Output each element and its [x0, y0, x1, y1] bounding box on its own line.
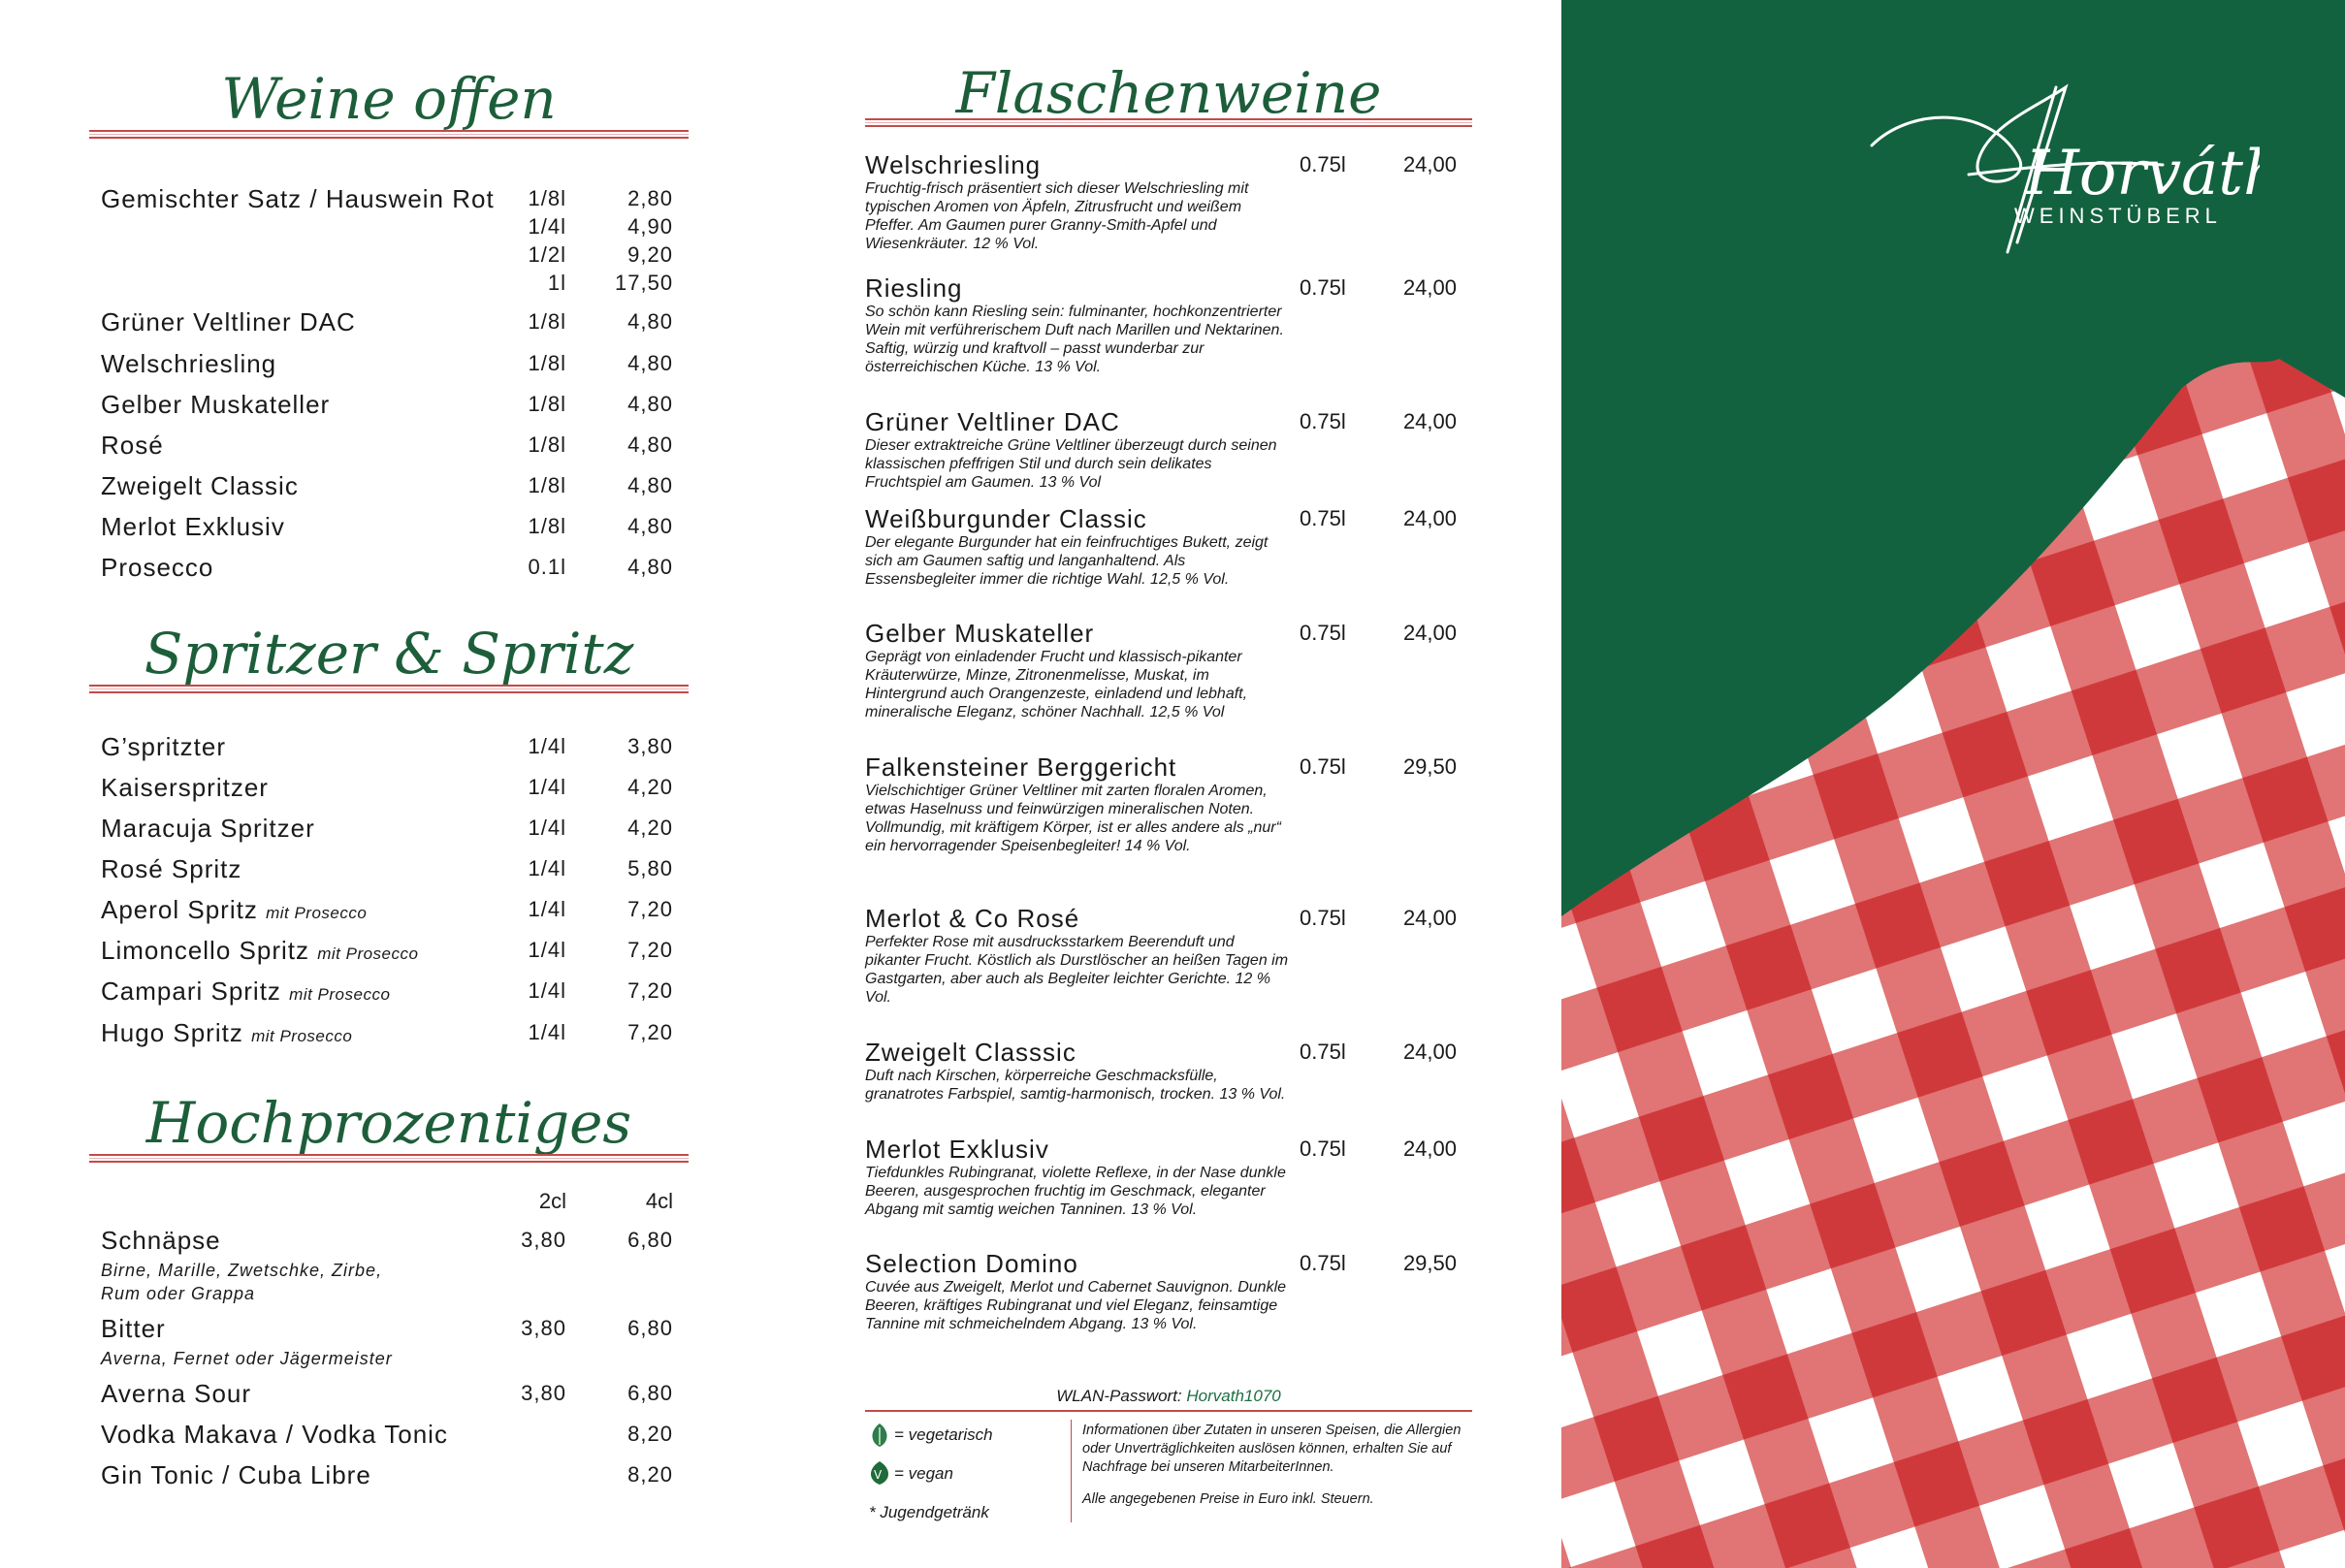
wine-name: Welschriesling [865, 150, 1042, 179]
item-size: 1/8l [528, 514, 566, 538]
item-note: mit Prosecco [251, 1027, 353, 1045]
wine-price: 24,00 [1402, 1040, 1457, 1064]
item-name [101, 854, 241, 884]
price-info: Alle angegebenen Preise in Euro inkl. Steuern. [1082, 1491, 1374, 1507]
item-name [101, 976, 390, 1007]
vegetarian-leaf-icon [869, 1422, 890, 1449]
item-price: 7,20 [627, 897, 673, 921]
item-name: Gemischter Satz / Hauswein Rot [101, 184, 495, 213]
item-price: 4,20 [627, 816, 673, 840]
vegan-leaf-icon [867, 1459, 892, 1487]
item-price: 4,80 [627, 351, 673, 375]
item-name [101, 732, 226, 762]
divider [89, 130, 689, 139]
price-4cl: 6,80 [627, 1228, 673, 1252]
wine-price: 24,00 [1402, 275, 1457, 300]
item-size: 1/8l [528, 392, 566, 416]
item-label: Aperol Spritz [101, 895, 258, 924]
item-name: Merlot Exklusiv [101, 512, 285, 541]
wine-price: 24,00 [1402, 906, 1457, 930]
item-size: 1/4l [528, 775, 566, 799]
item-name: Schnäpse [101, 1226, 221, 1255]
legend-youth-drink: * Jugendgetränk [869, 1503, 989, 1521]
wlan-info [865, 1387, 1472, 1406]
item-name: Prosecco [101, 553, 214, 582]
item-price: 4,90 [627, 214, 673, 239]
section-title-hochprozentiges: Hochprozentiges [145, 1090, 632, 1156]
item-label: Hugo Spritz [101, 1018, 243, 1047]
column-header-2cl: 2cl [538, 1189, 566, 1213]
item-note: mit Prosecco [317, 944, 419, 963]
legend-vegan: = vegan [894, 1464, 953, 1483]
item-price: 4,20 [627, 775, 673, 799]
horvath-logo [1852, 68, 2260, 262]
item-note: mit Prosecco [266, 904, 368, 922]
item-price: 4,80 [627, 309, 673, 334]
item-name: Vodka Makava / Vodka Tonic [101, 1420, 448, 1449]
item-size: 1/8l [528, 351, 566, 375]
item-size: 1/4l [528, 978, 566, 1003]
wlan-password: Horvath1070 [1186, 1387, 1281, 1405]
item-size: 1/4l [528, 856, 566, 880]
wine-name: Zweigelt Classsic [865, 1038, 1076, 1067]
wine-price: 29,50 [1402, 1251, 1457, 1275]
item-price: 17,50 [615, 271, 674, 295]
item-name [101, 814, 315, 844]
wine-size: 0.75l [1300, 621, 1346, 645]
item-price: 4,80 [627, 392, 673, 416]
wine-size: 0.75l [1300, 152, 1346, 176]
column-header-4cl: 4cl [645, 1189, 673, 1213]
left-column [89, 48, 689, 1542]
wine-size: 0.75l [1300, 275, 1346, 300]
wine-price: 29,50 [1402, 754, 1457, 779]
item-label: Maracuja Spritzer [101, 814, 315, 843]
item-size: 1l [547, 271, 566, 295]
item-size: 1/8l [528, 309, 566, 334]
item-name: Gelber Muskateller [101, 390, 331, 419]
item-name [101, 773, 269, 803]
item-size: 0.1l [528, 555, 566, 579]
item-size: 1/8l [528, 432, 566, 457]
wine-price: 24,00 [1402, 1136, 1457, 1161]
allergen-info: Informationen über Zutaten in unseren Speisen, die Allergien oder Unverträglichkeiten auslösen können, erhalten Sie auf Nachfrage bei unseren MitarbeiterInnen. [1082, 1423, 1462, 1475]
wine-price: 24,00 [1402, 621, 1457, 645]
item-description: Averna, Fernet oder Jägermeister [101, 1349, 393, 1368]
item-label: Limoncello Spritz [101, 936, 309, 965]
wine-size: 0.75l [1300, 506, 1346, 530]
item-size: 1/4l [528, 214, 566, 239]
wine-size: 0.75l [1300, 754, 1346, 779]
item-name: Grüner Veltliner DAC [101, 307, 356, 336]
item-price: 7,20 [627, 938, 673, 962]
item-name: Averna Sour [101, 1379, 252, 1408]
wine-description: So schön kann Riesling sein: fulminanter, hochkonzentrierter Wein mit verführerischem Duft nach Marillen und Nektarinen. Saftig, würzig und kraftvoll – passt wunderbar zur österreichischen Küche. 13 % Vol. [865, 304, 1284, 375]
wine-description: Fruchtig-frisch präsentiert sich dieser Welschriesling mit typischen Aromen von Äpfeln, Zitrusfrucht und weißem Pfeffer. Am Gaumen purer Granny-Smith-Apfel und Wiesenkräuter. 12 % Vol. [865, 180, 1249, 252]
wine-name: Merlot & Co Rosé [865, 904, 1080, 933]
item-note: mit Prosecco [289, 985, 391, 1004]
divider [89, 685, 689, 693]
item-name [101, 1018, 352, 1048]
divider [865, 1410, 1472, 1412]
wine-size: 0.75l [1300, 1251, 1346, 1275]
divider [865, 118, 1472, 127]
brand-name: Horváth [2025, 138, 2260, 209]
item-size: 1/8l [528, 186, 566, 210]
item-price: 9,20 [627, 242, 673, 267]
wine-price: 24,00 [1402, 152, 1457, 176]
item-description: Birne, Marille, Zwetschke, Zirbe, [101, 1261, 383, 1280]
svg-text:V: V [874, 1468, 883, 1482]
item-price: 7,20 [627, 978, 673, 1003]
wine-size: 0.75l [1300, 409, 1346, 433]
divider [89, 1154, 689, 1163]
wine-name: Riesling [865, 273, 963, 303]
item-name: Rosé [101, 431, 164, 460]
item-label: Kaiserspritzer [101, 773, 269, 802]
cover-panel [1561, 0, 2345, 1568]
item-name: Zweigelt Classic [101, 471, 299, 500]
item-price: 3,80 [627, 734, 673, 758]
wine-description: Dieser extraktreiche Grüne Veltliner überzeugt durch seinen klassischen pfeffrigen Stil und durch sein delikates Fruchtspiel am Gaumen. 13 % Vol [865, 437, 1277, 491]
wine-name: Selection Domino [865, 1249, 1078, 1278]
wine-description: Geprägt von einladender Frucht und klassisch-pikanter Kräuterwürze, Minze, Zitronenmelisse, Muskat, im Hintergrund auch Orangenzeste, einladend und lebhaft, mineralische Eleganz, schöner Nachhall. 12,5 % Vol [865, 649, 1248, 720]
wine-name: Merlot Exklusiv [865, 1135, 1049, 1164]
wine-price: 24,00 [1402, 506, 1457, 530]
price-4cl: 8,20 [627, 1462, 673, 1487]
item-price: 4,80 [627, 514, 673, 538]
item-name: Bitter [101, 1314, 166, 1343]
wine-description: Cuvée aus Zweigelt, Merlot und Cabernet Sauvignon. Dunkle Beeren, kräftiges Rubingranat und viel Eleganz, feinsamtige Tannine mit schmeichelndem Abgang. 13 % Vol. [865, 1279, 1287, 1332]
wlan-label: WLAN-Passwort: [1056, 1387, 1182, 1405]
item-size: 1/4l [528, 734, 566, 758]
middle-column [865, 48, 1472, 1542]
wine-description: Vielschichtiger Grüner Veltliner mit zarten floralen Aromen, etwas Haselnuss und feinwürzigen mineralischen Noten. Vollmundig, mit kräftigem Körper, ist er alles andere als „nur“ ein hervorragender Speisenbegleiter! 14 % Vol. [865, 783, 1281, 854]
item-label: G’spritzter [101, 732, 226, 761]
price-2cl: 3,80 [521, 1381, 566, 1405]
wine-description: Tiefdunkles Rubingranat, violette Reflexe, in der Nase dunkle Beeren, ausgesprochen fruchtig im Geschmack, eleganter Abgang mit samtig weichen Tanninen. 13 % Vol. [865, 1165, 1286, 1218]
section-title-flaschenweine: Flaschenweine [955, 60, 1382, 126]
wine-description: Der elegante Burgunder hat ein feinfruchtiges Bukett, zeigt sich am Gaumen saftig und langanhaltend. Als Essensbegleiter immer die richtige Wahl. 12,5 % Vol. [865, 534, 1269, 588]
section-title-spritzer: Spritzer & Spritz [144, 621, 634, 687]
wine-size: 0.75l [1300, 1136, 1346, 1161]
item-size: 1/8l [528, 473, 566, 497]
wine-size: 0.75l [1300, 1040, 1346, 1064]
item-size: 1/4l [528, 938, 566, 962]
item-price: 7,20 [627, 1020, 673, 1044]
item-size: 1/4l [528, 816, 566, 840]
item-name [101, 936, 418, 966]
price-4cl: 6,80 [627, 1316, 673, 1340]
item-description: Rum oder Grappa [101, 1284, 256, 1303]
wine-name: Gelber Muskateller [865, 619, 1095, 648]
item-size: 1/4l [528, 897, 566, 921]
item-label: Campari Spritz [101, 976, 281, 1006]
price-4cl: 6,80 [627, 1381, 673, 1405]
item-size: 1/4l [528, 1020, 566, 1044]
price-2cl: 3,80 [521, 1316, 566, 1340]
wine-description: Duft nach Kirschen, körperreiche Geschmacksfülle, granatrotes Farbspiel, samtig-harmonisch, trocken. 13 % Vol. [865, 1068, 1286, 1103]
item-label: Rosé Spritz [101, 854, 242, 883]
divider [1071, 1420, 1072, 1522]
item-price: 2,80 [627, 186, 673, 210]
wine-description: Perfekter Rose mit ausdrucksstarkem Beerenduft und pikanter Frucht. Köstlich als Durstlöscher an heißen Tagen im Gastgarten, aber auch als Begleiter leichter Gerichte. 12 % Vol. [865, 934, 1289, 1006]
item-name: Gin Tonic / Cuba Libre [101, 1460, 371, 1489]
price-2cl: 3,80 [521, 1228, 566, 1252]
wine-name: Weißburgunder Classic [865, 504, 1147, 533]
wine-size: 0.75l [1300, 906, 1346, 930]
item-price: 4,80 [627, 555, 673, 579]
item-price: 4,80 [627, 473, 673, 497]
wine-price: 24,00 [1402, 409, 1457, 433]
wine-name: Grüner Veltliner DAC [865, 407, 1120, 436]
item-size: 1/2l [528, 242, 566, 267]
price-4cl: 8,20 [627, 1422, 673, 1446]
item-price: 5,80 [627, 856, 673, 880]
item-price: 4,80 [627, 432, 673, 457]
brand-tagline: WEINSTÜBERL [2014, 204, 2222, 228]
legend-vegetarian: = vegetarisch [894, 1425, 993, 1444]
section-title-weine-offen: Weine offen [221, 66, 557, 132]
item-name: Welschriesling [101, 349, 277, 378]
wine-name: Falkensteiner Berggericht [865, 752, 1177, 782]
item-name [101, 895, 367, 925]
